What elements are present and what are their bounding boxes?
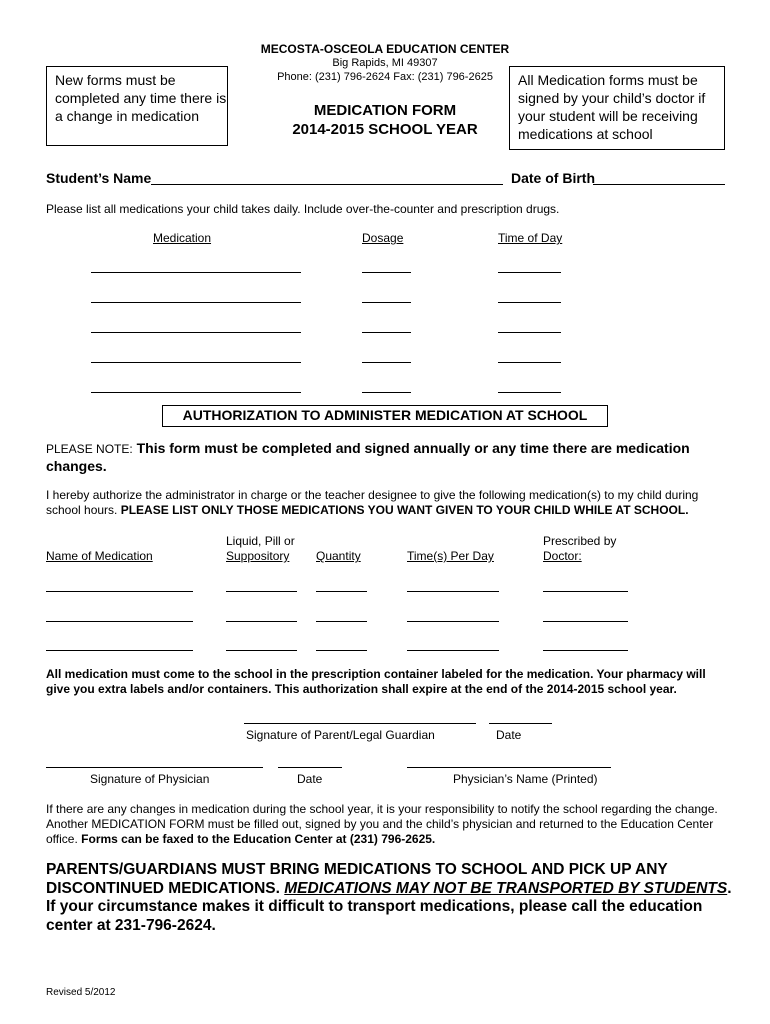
dob-field[interactable] (593, 184, 725, 185)
note-label: PLEASE NOTE: (46, 442, 133, 456)
physician-name-label: Physician’s Name (Printed) (453, 772, 598, 786)
list-instructions: Please list all medications your child takes daily. Include over-the-counter and prescription drugs. (46, 202, 560, 216)
note-text: This form must be completed and signed annually or any time there are medication changes. (46, 440, 690, 474)
auth-prescribed-field[interactable] (543, 650, 628, 651)
col-quantity: Quantity (316, 549, 361, 563)
time-of-day-field[interactable] (498, 392, 561, 393)
bring-paragraph (46, 861, 736, 935)
parent-date-field[interactable] (489, 723, 552, 724)
col-name: Name of Medication (46, 549, 153, 563)
auth-quantity-field[interactable] (316, 650, 367, 651)
call-text: If your circumstance makes it difficult to transport medications, please call the education center at 231-796-2624. (46, 898, 703, 934)
auth-form-field[interactable] (226, 591, 297, 592)
auth-quantity-field[interactable] (316, 591, 367, 592)
auth-times-field[interactable] (407, 591, 499, 592)
physician-name-field[interactable] (407, 767, 611, 768)
student-name-field[interactable] (151, 184, 503, 185)
time-of-day-field[interactable] (498, 332, 561, 333)
authorize-bold: PLEASE LIST ONLY THOSE MEDICATIONS YOU WANT GIVEN TO YOUR CHILD WHILE AT SCHOOL. (120, 503, 689, 517)
auth-heading: AUTHORIZATION TO ADMINISTER MEDICATION AT SCHOOL (162, 405, 608, 427)
bring-emphasis: MEDICATIONS MAY NOT BE TRANSPORTED BY STUDENTS (284, 879, 728, 897)
dosage-field[interactable] (362, 272, 411, 273)
auth-form-field[interactable] (226, 621, 297, 622)
medication-field[interactable] (91, 332, 301, 333)
col-time: Time of Day (498, 231, 563, 245)
col-form-top: Liquid, Pill or (226, 534, 295, 548)
student-name-label: Student’s Name (46, 170, 152, 186)
time-of-day-field[interactable] (498, 302, 561, 303)
auth-prescribed-field[interactable] (543, 591, 628, 592)
medication-field[interactable] (91, 362, 301, 363)
physician-signature-field[interactable] (46, 767, 263, 768)
dosage-field[interactable] (362, 302, 411, 303)
changes-bold: Forms can be faxed to the Education Center at (231) 796-2625. (81, 832, 436, 846)
auth-medication-name-field[interactable] (46, 591, 193, 592)
dosage-field[interactable] (362, 332, 411, 333)
medication-field[interactable] (91, 392, 301, 393)
bring-text: PARENTS/GUARDIANS MUST BRING MEDICATIONS TO SCHOOL AND PICK UP ANY DISCONTINUED MEDICATIONS. (46, 861, 668, 897)
col-medication: Medication (153, 231, 212, 245)
parent-signature-field[interactable] (244, 723, 476, 724)
org-address: Big Rapids, MI 49307 (332, 57, 438, 69)
container-text: All medication must come to the school in the prescription container labeled for the medication. Your pharmacy will give you extra labels and/or containers. This authorization shall expire at the end of the 2014-2015 school year. (46, 667, 706, 696)
notice-box-left: New forms must be completed any time there is a change in medication (46, 66, 228, 146)
org-phone: Phone: (231) 796-2624 Fax: (231) 796-2625 (277, 71, 493, 83)
parent-date-label: Date (496, 728, 522, 742)
col-prescribed-bottom: Doctor: (543, 549, 582, 563)
col-prescribed-top: Prescribed by (543, 534, 617, 548)
physician-signature-label: Signature of Physician (90, 772, 210, 786)
authorize-text: I hereby authorize the administrator in charge or the teacher designee to give the following medication(s) to my child during school hours. (46, 488, 699, 517)
physician-date-field[interactable] (278, 767, 342, 768)
time-of-day-field[interactable] (498, 362, 561, 363)
changes-paragraph (46, 802, 726, 847)
authorize-paragraph (46, 488, 721, 518)
auth-times-field[interactable] (407, 650, 499, 651)
auth-prescribed-field[interactable] (543, 621, 628, 622)
form-title: MEDICATION FORM (313, 102, 457, 119)
changes-text: If there are any changes in medication during the school year, it is your responsibility to notify the school regarding the change. Another MEDICATION FORM must be filled out, signed by you and the child’s physician and returned to the Education Center office. (46, 802, 718, 846)
revised-date: Revised 5/2012 (46, 987, 116, 998)
col-dosage: Dosage (362, 231, 404, 245)
auth-form-field[interactable] (226, 650, 297, 651)
form-year: 2014-2015 SCHOOL YEAR (292, 121, 478, 138)
auth-quantity-field[interactable] (316, 621, 367, 622)
dob-label: Date of Birth (511, 170, 595, 186)
org-name: MECOSTA-OSCEOLA EDUCATION CENTER (260, 42, 510, 56)
auth-medication-name-field[interactable] (46, 650, 193, 651)
please-note (46, 440, 726, 475)
physician-date-label: Date (297, 772, 323, 786)
dosage-field[interactable] (362, 392, 411, 393)
col-times: Time(s) Per Day (407, 549, 494, 563)
auth-medication-name-field[interactable] (46, 621, 193, 622)
medication-field[interactable] (91, 302, 301, 303)
time-of-day-field[interactable] (498, 272, 561, 273)
auth-times-field[interactable] (407, 621, 499, 622)
col-form-bottom: Suppository (226, 549, 290, 563)
dosage-field[interactable] (362, 362, 411, 363)
medication-field[interactable] (91, 272, 301, 273)
bring-period: . (727, 879, 732, 897)
notice-box-right: All Medication forms must be signed by your child’s doctor if your student will be receiving medications at school (509, 66, 725, 150)
parent-signature-label: Signature of Parent/Legal Guardian (246, 728, 435, 742)
